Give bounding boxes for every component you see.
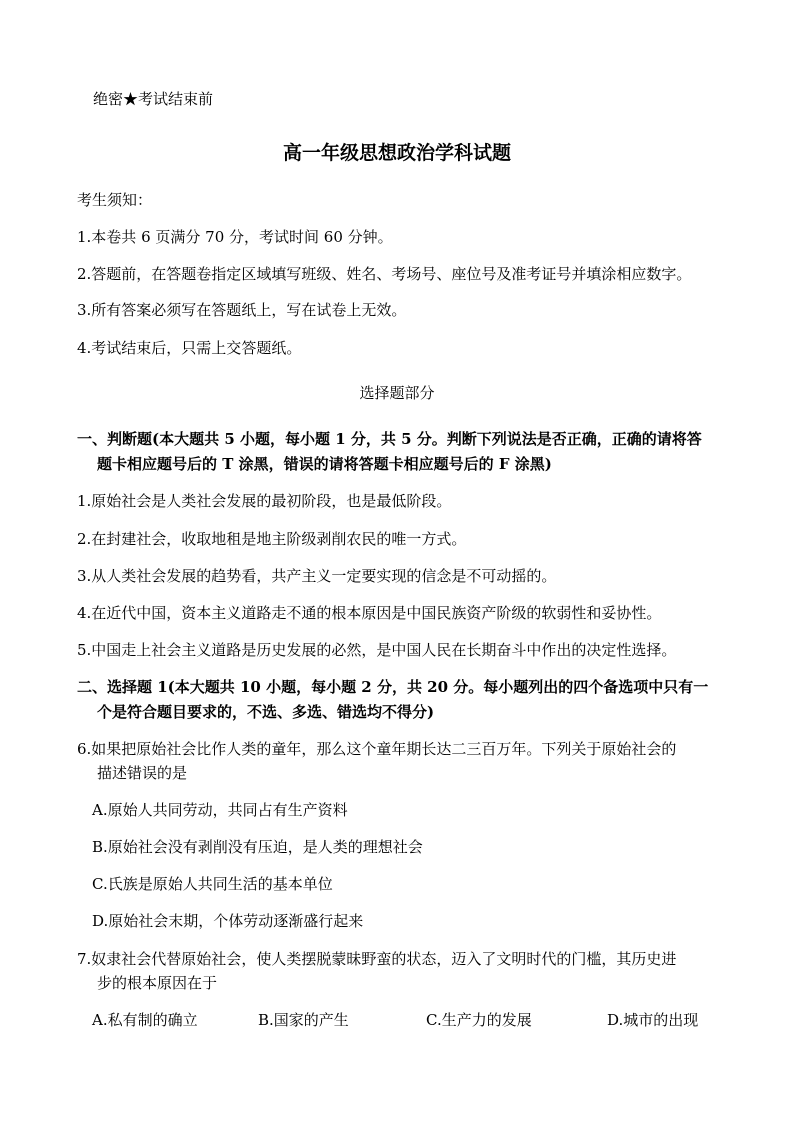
part1-heading: 一、判断题(本大题共 5 小题，每小题 1 分，共 5 分。判断下列说法是否正确，正确的请将答: [77, 430, 702, 448]
question-4: 4.在近代中国，资本主义道路走不通的根本原因是中国民族资产阶级的软弱性和妥协性。: [77, 604, 662, 622]
question-1: 1.原始社会是人类社会发展的最初阶段，也是最低阶段。: [77, 492, 452, 510]
question-7-option-b: B.国家的产生: [258, 1011, 349, 1029]
question-3: 3.从人类社会发展的趋势看，共产主义一定要实现的信念是不可动摇的。: [77, 567, 557, 585]
part2-heading: 二、选择题 1(本大题共 10 小题，每小题 2 分，共 20 分。每小题列出的四个备选项中只有一: [77, 678, 709, 696]
question-7-option-a: A.私有制的确立: [92, 1011, 198, 1029]
notice-heading: 考生须知：: [77, 191, 153, 209]
question-6-option-c: C.氏族是原始人共同生活的基本单位: [92, 875, 333, 893]
notice-item: 4.考试结束后，只需上交答题纸。: [77, 339, 302, 357]
notice-item: 3.所有答案必须写在答题纸上，写在试卷上无效。: [77, 301, 407, 319]
secret-label: 绝密★考试结束前: [93, 90, 214, 108]
notice-item: 2.答题前，在答题卷指定区域填写班级、姓名、考场号、座位号及准考证号并填涂相应数字。: [77, 265, 692, 283]
question-6-stem: 6.如果把原始社会比作人类的童年，那么这个童年期长达二三百万年。下列关于原始社会的: [77, 740, 677, 758]
question-6-option-b: B.原始社会没有剥削没有压迫，是人类的理想社会: [92, 838, 423, 856]
question-7-stem: 7.奴隶社会代替原始社会，使人类摆脱蒙昧野蛮的状态，迈入了文明时代的门槛，其历史进: [77, 950, 677, 968]
question-7-option-d: D.城市的出现: [607, 1011, 699, 1029]
section-title: 选择题部分: [359, 384, 435, 402]
question-5: 5.中国走上社会主义道路是历史发展的必然，是中国人民在长期奋斗中作出的决定性选择。: [77, 641, 677, 659]
question-7-stem-cont: 步的根本原因在于: [97, 974, 218, 992]
question-6-stem-cont: 描述错误的是: [97, 764, 188, 782]
question-2: 2.在封建社会，收取地租是地主阶级剥削农民的唯一方式。: [77, 530, 467, 548]
notice-item: 1.本卷共 6 页满分 70 分，考试时间 60 分钟。: [77, 228, 393, 246]
question-6-option-d: D.原始社会末期，个体劳动逐渐盛行起来: [92, 912, 364, 930]
question-6-option-a: A.原始人共同劳动，共同占有生产资料: [92, 801, 348, 819]
part2-heading-cont: 个是符合题目要求的，不选、多选、错选均不得分): [97, 703, 435, 721]
page-title: 高一年级思想政治学科试题: [282, 142, 511, 164]
question-7-option-c: C.生产力的发展: [426, 1011, 532, 1029]
part1-heading-cont: 题卡相应题号后的 T 涂黑，错误的请将答题卡相应题号后的 F 涂黑): [97, 455, 552, 473]
